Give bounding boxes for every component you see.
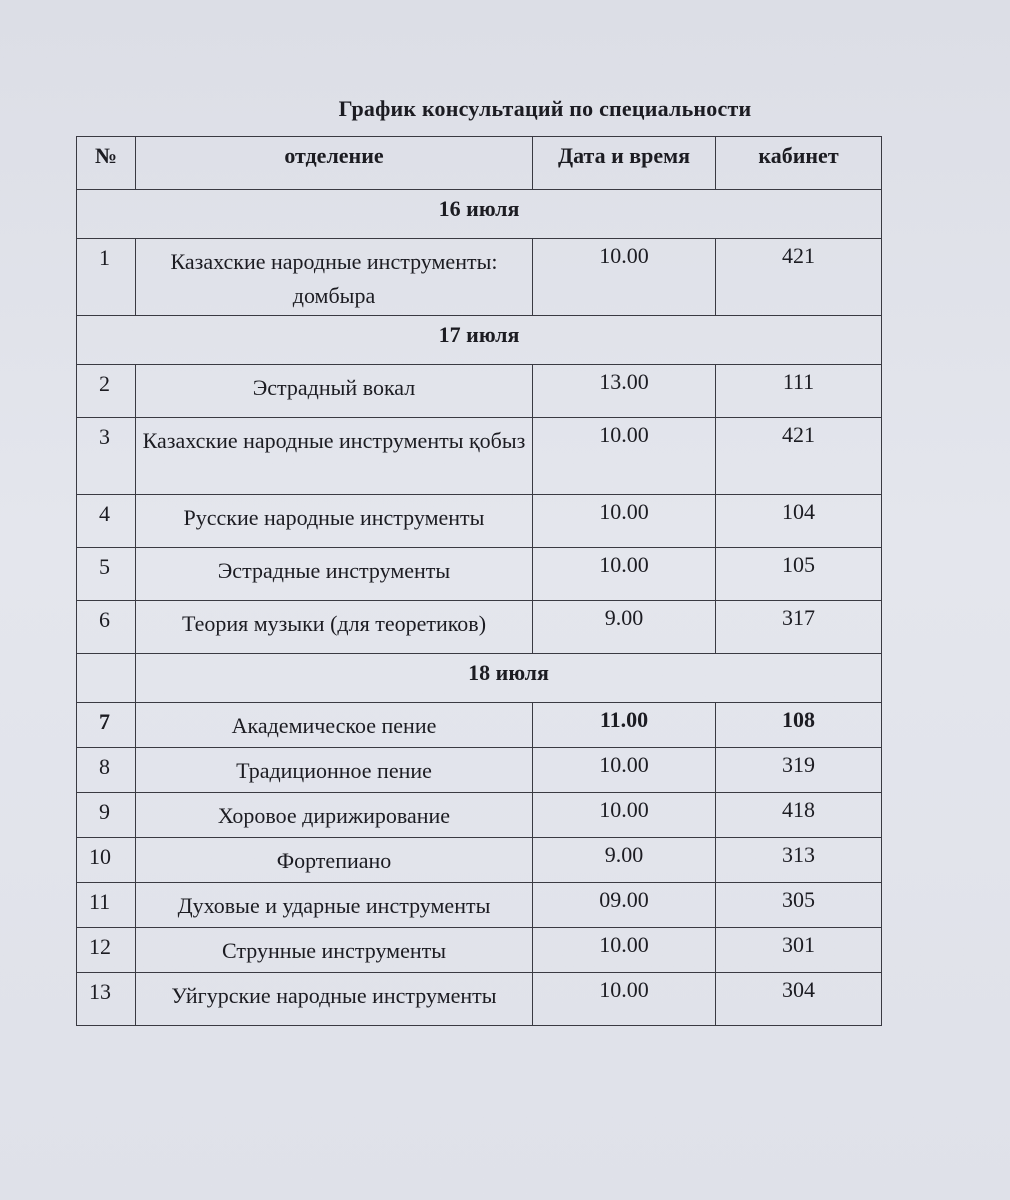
- table-row: [77, 365, 882, 418]
- consultation-schedule-table: [76, 136, 882, 1026]
- row-number: 8: [77, 748, 136, 793]
- row-time: 10.00: [533, 793, 716, 838]
- row-department: Духовые и ударные инструменты: [136, 883, 533, 928]
- row-department: Казахские народные инструменты қобыз: [136, 418, 533, 495]
- row-number: 6: [77, 601, 136, 654]
- header-room: кабинет: [716, 137, 882, 190]
- row-room: 317: [716, 601, 882, 654]
- header-department: отделение: [136, 137, 533, 190]
- row-room: 421: [716, 239, 882, 316]
- date-group-row: [77, 190, 882, 239]
- row-room: 301: [716, 928, 882, 973]
- row-room: 305: [716, 883, 882, 928]
- row-time: 9.00: [533, 601, 716, 654]
- row-department: Уйгурские народные инструменты: [136, 973, 533, 1026]
- table-row: [77, 239, 882, 316]
- row-time: 13.00: [533, 365, 716, 418]
- document-title: График консультаций по специальности: [338, 96, 752, 121]
- row-time: 10.00: [533, 418, 716, 495]
- row-time: 10.00: [533, 239, 716, 316]
- row-room: 421: [716, 418, 882, 495]
- row-room: 108: [716, 703, 882, 748]
- row-room: 304: [716, 973, 882, 1026]
- row-department: Академическое пение: [136, 703, 533, 748]
- date-group-row: [77, 316, 882, 365]
- row-number: 7: [77, 703, 136, 748]
- row-time: 10.00: [533, 495, 716, 548]
- row-department: Традиционное пение: [136, 748, 533, 793]
- row-room: 105: [716, 548, 882, 601]
- date-group-row: [77, 654, 882, 703]
- row-time: 09.00: [533, 883, 716, 928]
- row-room: 418: [716, 793, 882, 838]
- row-number: 3: [77, 418, 136, 495]
- table-row: [77, 601, 882, 654]
- row-number: 11: [77, 883, 136, 928]
- table-row: [77, 838, 882, 883]
- row-number: 5: [77, 548, 136, 601]
- row-department: Эстрадный вокал: [136, 365, 533, 418]
- row-department: Хоровое дирижирование: [136, 793, 533, 838]
- row-time: 11.00: [533, 703, 716, 748]
- row-time: 10.00: [533, 748, 716, 793]
- row-time: 10.00: [533, 928, 716, 973]
- row-room: 111: [716, 365, 882, 418]
- date-label: 18 июля: [136, 654, 882, 703]
- table-row: [77, 928, 882, 973]
- table-row: [77, 748, 882, 793]
- row-time: 9.00: [533, 838, 716, 883]
- row-number: 9: [77, 793, 136, 838]
- table-row: [77, 793, 882, 838]
- header-date-time: Дата и время: [533, 137, 716, 190]
- row-department: Казахские народные инструменты: домбыра: [136, 239, 533, 316]
- row-time: 10.00: [533, 548, 716, 601]
- row-number: 1: [77, 239, 136, 316]
- date-row-blank-cell: [77, 654, 136, 703]
- header-row: [77, 137, 882, 190]
- row-number: 2: [77, 365, 136, 418]
- header-number: №: [77, 137, 136, 190]
- row-department: Фортепиано: [136, 838, 533, 883]
- row-department: Эстрадные инструменты: [136, 548, 533, 601]
- table-row: [77, 883, 882, 928]
- date-label: 16 июля: [77, 190, 882, 239]
- row-room: 104: [716, 495, 882, 548]
- row-department: Теория музыки (для теоретиков): [136, 601, 533, 654]
- row-time: 10.00: [533, 973, 716, 1026]
- date-label: 17 июля: [77, 316, 882, 365]
- table-row: [77, 495, 882, 548]
- row-number: 13: [77, 973, 136, 1026]
- table-row: [77, 703, 882, 748]
- row-number: 10: [77, 838, 136, 883]
- table-row: [77, 418, 882, 495]
- table-row: [77, 548, 882, 601]
- row-room: 319: [716, 748, 882, 793]
- row-department: Струнные инструменты: [136, 928, 533, 973]
- row-department: Русские народные инструменты: [136, 495, 533, 548]
- row-number: 4: [77, 495, 136, 548]
- row-number: 12: [77, 928, 136, 973]
- row-room: 313: [716, 838, 882, 883]
- table-row: [77, 973, 882, 1026]
